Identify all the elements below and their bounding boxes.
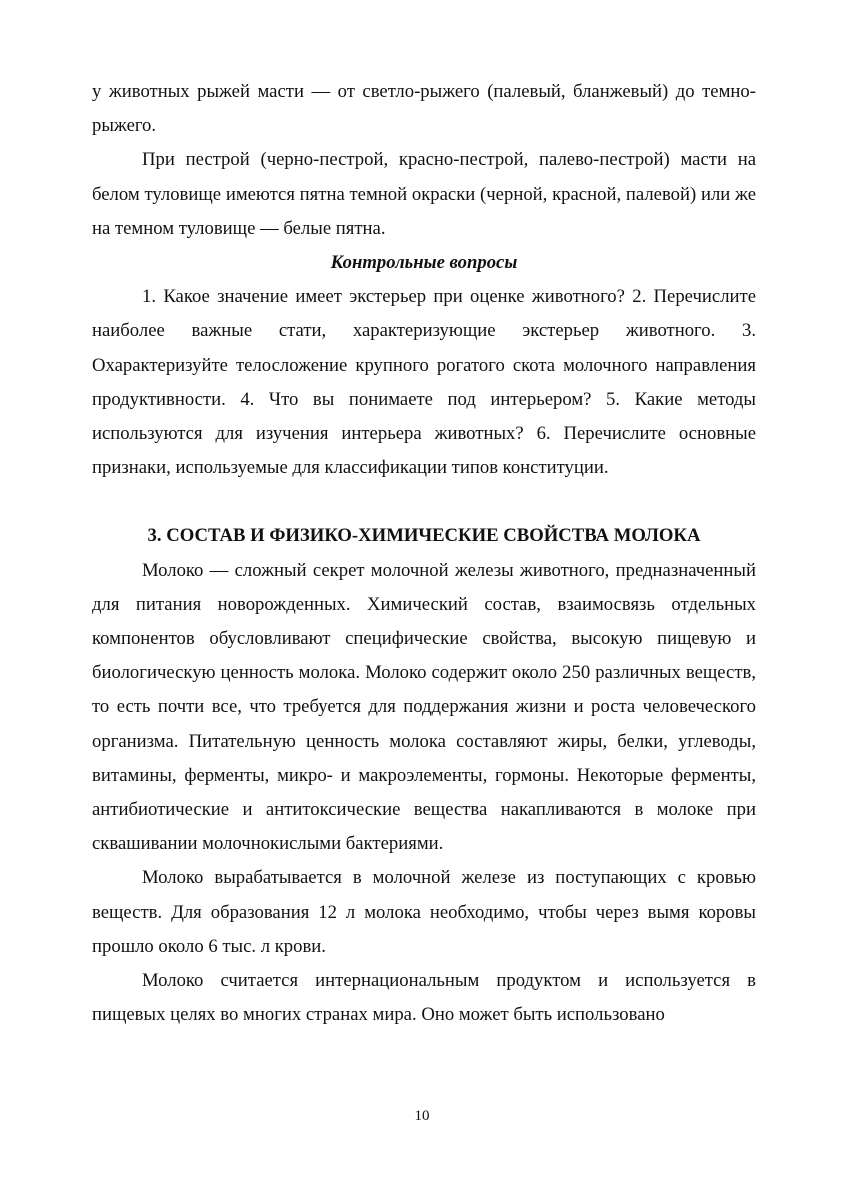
document-page	[92, 75, 756, 1032]
paragraph-pied-color: При пестрой (черно-пестрой, красно-пестрой, палево-пестрой) масти на белом туловище имеются пятна темной окраски (черной, красной, палевой) или же на темном туловище — белые пятна.	[92, 149, 756, 239]
paragraph-milk-international: Молоко считается интернациональным продуктом и используется в пищевых целях во многих странах мира. Оно может быть использовано	[92, 970, 756, 1026]
questions-heading: Контрольные вопросы	[330, 252, 518, 274]
questions-text: 1. Какое значение имеет экстерьер при оценке животного? 2. Перечислите наиболее важные стати, характеризующие экстерьер животного. 3. Охарактеризуйте телосложение крупного рогатого скота молочного направления продуктивности. 4. Что вы понимаете под интерьером? 5. Какие методы используются для изучения интерьера животных? 6. Перечислите основные признаки, используемые для классификации типов конституции.	[92, 286, 756, 479]
chapter-title: 3. СОСТАВ И ФИЗИКО-ХИМИЧЕСКИЕ СВОЙСТВА МОЛОКА	[147, 525, 701, 547]
paragraph-milk-definition: Молоко — сложный секрет молочной железы животного, предназначенный для питания новорожденных. Химический состав, взаимосвязь отдельных компонентов обусловливают специфические свойства, высокую пищевую и биологическую ценность молока. Молоко содержит около 250 различных веществ, то есть почти все, что требуется для поддержания жизни и роста человеческого организма. Питательную ценность молока составляют жиры, белки, углеводы, витамины, ферменты, микро- и макроэлементы, гормоны. Некоторые ферменты, антибиотические и антитоксические вещества накапливаются в молоке при сквашивании молочнокислыми бактериями.	[92, 559, 756, 855]
paragraph-color-end: у животных рыжей масти — от светло-рыжего (палевый, бланжевый) до темно-рыжего.	[92, 81, 756, 137]
paragraph-milk-production: Молоко вырабатывается в молочной железе из поступающих с кровью веществ. Для образования 12 л молока необходимо, чтобы через вымя коровы прошло около 6 тыс. л крови.	[92, 867, 756, 957]
page-number: 10	[414, 1108, 430, 1124]
